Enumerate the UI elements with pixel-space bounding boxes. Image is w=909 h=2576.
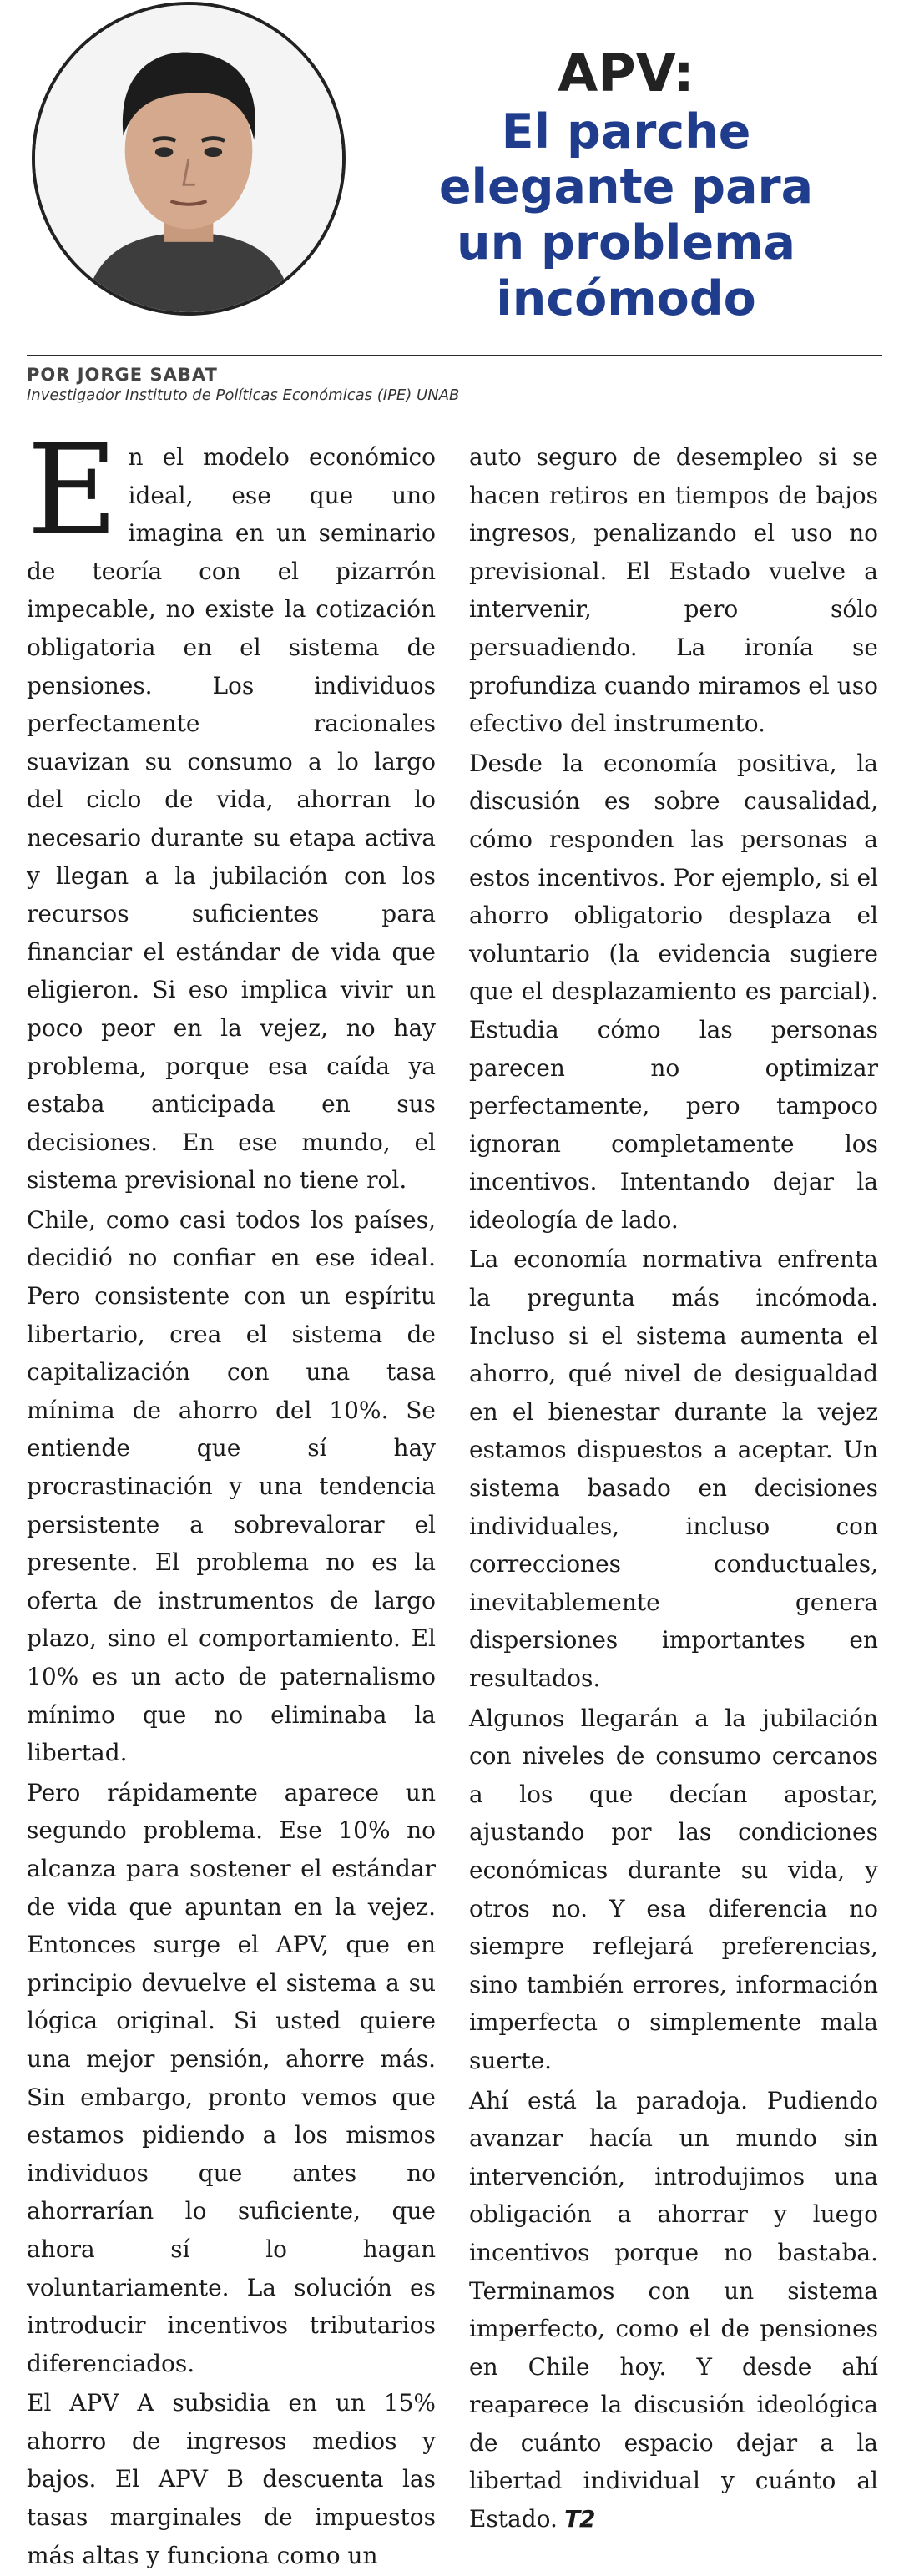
paragraph-text: n el modelo económico ideal, ese que uno imagina en un seminario de teoría con el pizarrón impecable, no existe la cotización obligatoria en el sistema de pensiones. Los individuos perfectamente racionales suavizan su consumo a lo largo del ciclo de vida, ahorran lo necesario durante su etapa activa y llegan a la jubilación con los recursos suficientes para financiar el estándar de vida que eligieron. Si eso implica vivir un poco peor en la vejez, no hay problema, porque esa caída ya estaba anticipada en sus decisiones. En ese mundo, el sistema previsional no tiene rol. xyxy=(27,443,436,1195)
article-column-right xyxy=(469,438,878,2540)
title-line-4: un problema xyxy=(457,215,795,270)
article-title xyxy=(376,43,876,326)
author-name: POR JORGE SABAT xyxy=(27,365,218,385)
publication-end-mark-logo: T2 xyxy=(563,2505,595,2533)
title-line-2: El parche xyxy=(501,104,751,159)
paragraph-text: Ahí está la paradoja. Pudiendo avanzar hacía un mundo sin intervención, introdujimos una obligación a ahorrar y luego incentivos porque no bastaba. Terminamos con un sistema imperfecto, como el de pensiones en Chile hoy. Y desde ahí reaparece la discusión ideológica de cuánto espacio dejar a la libertad individual y cuánto al Estado. xyxy=(469,2086,878,2533)
article-header xyxy=(0,0,909,351)
article-column-left xyxy=(27,418,436,2576)
author-affiliation: Investigador Instituto de Políticas Económicas (IPE) UNAB xyxy=(27,386,460,404)
article-paragraph: Pero rápidamente aparece un segundo problema. Ese 10% no alcanza para sostener el estándar de vida que apuntan en la vejez. Entonces surge el APV, que en principio devuelve el sistema a su lógica original. Si usted quiere una mejor pensión, ahorre más. Sin embargo, pronto vemos que estamos pidiendo a los mismos individuos que antes no ahorrarían lo suficiente, que ahora sí lo hagan voluntariamente. La solución es introducir incentivos tributarios diferenciados. xyxy=(27,1778,436,2377)
article-paragraph: Desde la economía positiva, la discusión es sobre causalidad, cómo responden las personas a estos incentivos. Por ejemplo, si el ahorro obligatorio desplaza el voluntario (la evidencia sugiere que el desplazamiento es parcial). Estudia cómo las personas parecen no optimizar perfectamente, pero tampoco ignoran completamente los incentivos. Intentando dejar la ideología de lado. xyxy=(469,749,878,1234)
article-paragraph: Algunos llegarán a la jubilación con niveles de consumo cercanos a los que decían apostar, ajustando por las condiciones económicas durante su vida, y otros no. Y esa diferencia no siempre reflejará preferencias, sino también errores, información imperfecta o simplemente mala suerte. xyxy=(469,1704,878,2074)
article-paragraph: La economía normativa enfrenta la pregunta más incómoda. Incluso si el sistema aumenta el ahorro, qué nivel de desigualdad en el bienestar durante la vejez estamos dispuestos a aceptar. Un sistema basado en decisiones individuales, incluso con correcciones conductuales, inevitablemente genera dispersiones importantes en resultados. xyxy=(469,1245,878,1692)
article-paragraph xyxy=(469,2082,878,2538)
header-divider xyxy=(27,355,882,356)
article-paragraph: Chile, como casi todos los países, decidió no confiar en ese ideal. Pero consistente con un espíritu libertario, crea el sistema de capitalización con una tasa mínima de ahorro del 10%. Se entiende que sí hay procrastinación y una tendencia persistente a sobrevalorar el presente. El problema no es la oferta de instrumentos de largo plazo, sino el comportamiento. El 10% es un acto de paternalismo mínimo que no eliminaba la libertad. xyxy=(27,1205,436,1767)
byline xyxy=(27,365,459,404)
drop-cap: E xyxy=(27,418,119,563)
author-portrait xyxy=(32,2,346,316)
title-line-1: APV: xyxy=(558,43,694,104)
article-paragraph: El APV A subsidia en un 15% ahorro de ingresos medios y bajos. El APV B descuenta las tasas marginales de impuestos más altas y funciona como un xyxy=(27,2389,436,2569)
title-line-3: elegante para xyxy=(438,159,814,215)
article-paragraph: auto seguro de desempleo si se hacen retiros en tiempos de bajos ingresos, penalizando el uso no previsional. El Estado vuelve a intervenir, pero sólo persuadiendo. La ironía se profundiza cuando miramos el uso efectivo del instrumento. xyxy=(469,443,878,738)
author-portrait-illustration xyxy=(35,5,342,312)
article-paragraph xyxy=(27,418,436,1200)
title-line-5: incómodo xyxy=(496,270,756,326)
